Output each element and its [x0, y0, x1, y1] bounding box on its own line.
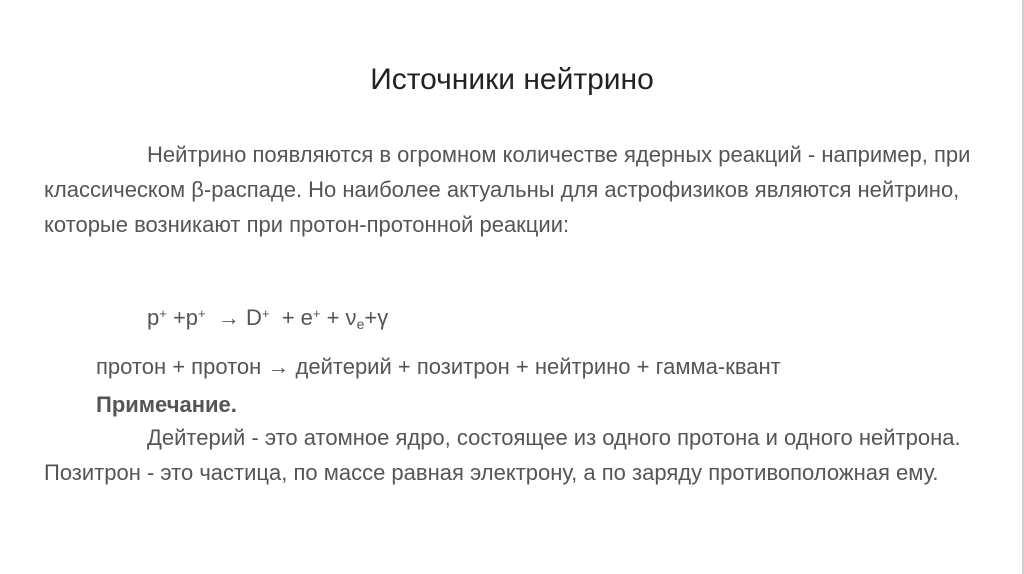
intro-paragraph: Нейтрино появляются в огромном количестве ядерных реакций - например, при классическом β-распаде. Но наиболее актуальны для астрофизиков являются нейтрино, которые возникают при протон-протонной реакции:	[44, 142, 971, 237]
note-paragraph: Дейтерий - это атомное ядро, состоящее из одного протона и одного нейтрона. Позитрон - это частица, по массе равная электрону, а по заряду противоположная ему.	[44, 425, 961, 485]
formula-plus-positron: + e	[269, 305, 313, 330]
formula-deuterium-charge: +	[261, 306, 270, 321]
formula-proton: p	[147, 305, 160, 330]
note-label: Примечание.	[96, 392, 237, 417]
formula-plus-neutrino: + ν	[320, 305, 357, 330]
formula-gamma: +γ	[364, 305, 389, 330]
formula-plus-proton: +p	[166, 305, 199, 330]
reaction-words: протон + протон → дейтерий + позитрон + нейтрино + гамма-квант	[96, 354, 781, 379]
slide-title: Источники нейтрино	[370, 63, 654, 96]
formula-neutrino-subscript: e	[356, 316, 365, 332]
formula-arrow-deuterium: → D	[205, 305, 262, 330]
formula-positron-charge: +	[312, 306, 321, 321]
reaction-formula	[147, 297, 388, 341]
formula-proton2-charge: +	[198, 306, 206, 321]
formula-proton-charge: +	[159, 306, 167, 321]
